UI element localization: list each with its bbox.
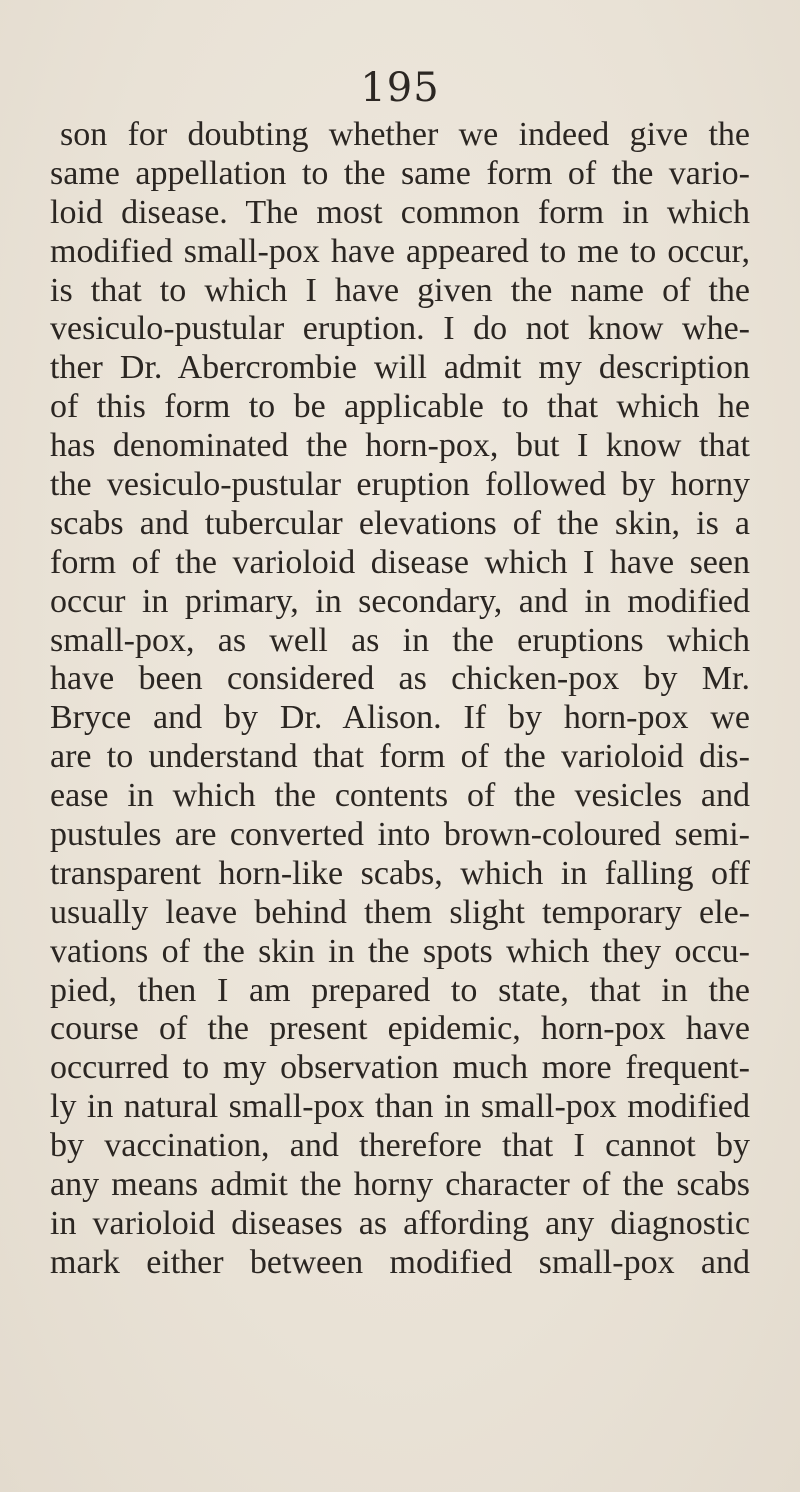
text-line: is that to which I have given the name of the bbox=[50, 271, 750, 309]
text-line: ly in natural small-pox than in small-pox modified bbox=[50, 1088, 750, 1126]
text-line: occur in primary, in secondary, and in modified bbox=[50, 582, 750, 620]
text-line: scabs and tubercular elevations of the skin, is a bbox=[50, 504, 750, 542]
text-line: has denominated the horn-pox, but I know that bbox=[50, 427, 750, 465]
text-line: any means admit the horny character of the scabs bbox=[50, 1166, 750, 1204]
body-text bbox=[50, 116, 750, 1283]
text-line: vations of the skin in the spots which they occu- bbox=[50, 932, 750, 970]
text-line: vesiculo-pustular eruption. I do not know whe- bbox=[50, 310, 750, 348]
text-line: have been considered as chicken-pox by Mr. bbox=[50, 660, 750, 698]
text-line: modified small-pox have appeared to me to occur, bbox=[50, 232, 750, 270]
text-line: of this form to be applicable to that which he bbox=[50, 388, 750, 426]
text-line: course of the present epidemic, horn-pox have bbox=[50, 1010, 750, 1048]
text-line: the vesiculo-pustular eruption followed by horny bbox=[50, 466, 750, 504]
text-line: mark either between modified small-pox and bbox=[50, 1243, 750, 1281]
text-line: Bryce and by Dr. Alison. If by horn-pox we bbox=[50, 699, 750, 737]
text-line: pied, then I am prepared to state, that in the bbox=[50, 971, 750, 1009]
text-line: ease in which the contents of the vesicles and bbox=[50, 777, 750, 815]
text-line: ther Dr. Abercrombie will admit my description bbox=[50, 349, 750, 387]
text-line: by vaccination, and therefore that I cannot by bbox=[50, 1127, 750, 1165]
text-line: transparent horn-like scabs, which in falling off bbox=[50, 854, 750, 892]
page-number: 195 bbox=[360, 65, 440, 111]
text-line: pustules are converted into brown-coloured semi- bbox=[50, 816, 750, 854]
text-line: occurred to my observation much more frequent- bbox=[50, 1049, 750, 1087]
text-line: in varioloid diseases as affording any diagnostic bbox=[50, 1204, 750, 1242]
text-line: loid disease. The most common form in which bbox=[50, 193, 750, 231]
text-line: are to understand that form of the varioloid dis- bbox=[50, 738, 750, 776]
text-line: son for doubting whether we indeed give the bbox=[60, 116, 750, 153]
text-line: usually leave behind them slight temporary ele- bbox=[50, 893, 750, 931]
text-line: form of the varioloid disease which I have seen bbox=[50, 543, 750, 581]
text-line: small-pox, as well as in the eruptions which bbox=[50, 621, 750, 659]
text-line: same appellation to the same form of the vario- bbox=[50, 154, 750, 192]
